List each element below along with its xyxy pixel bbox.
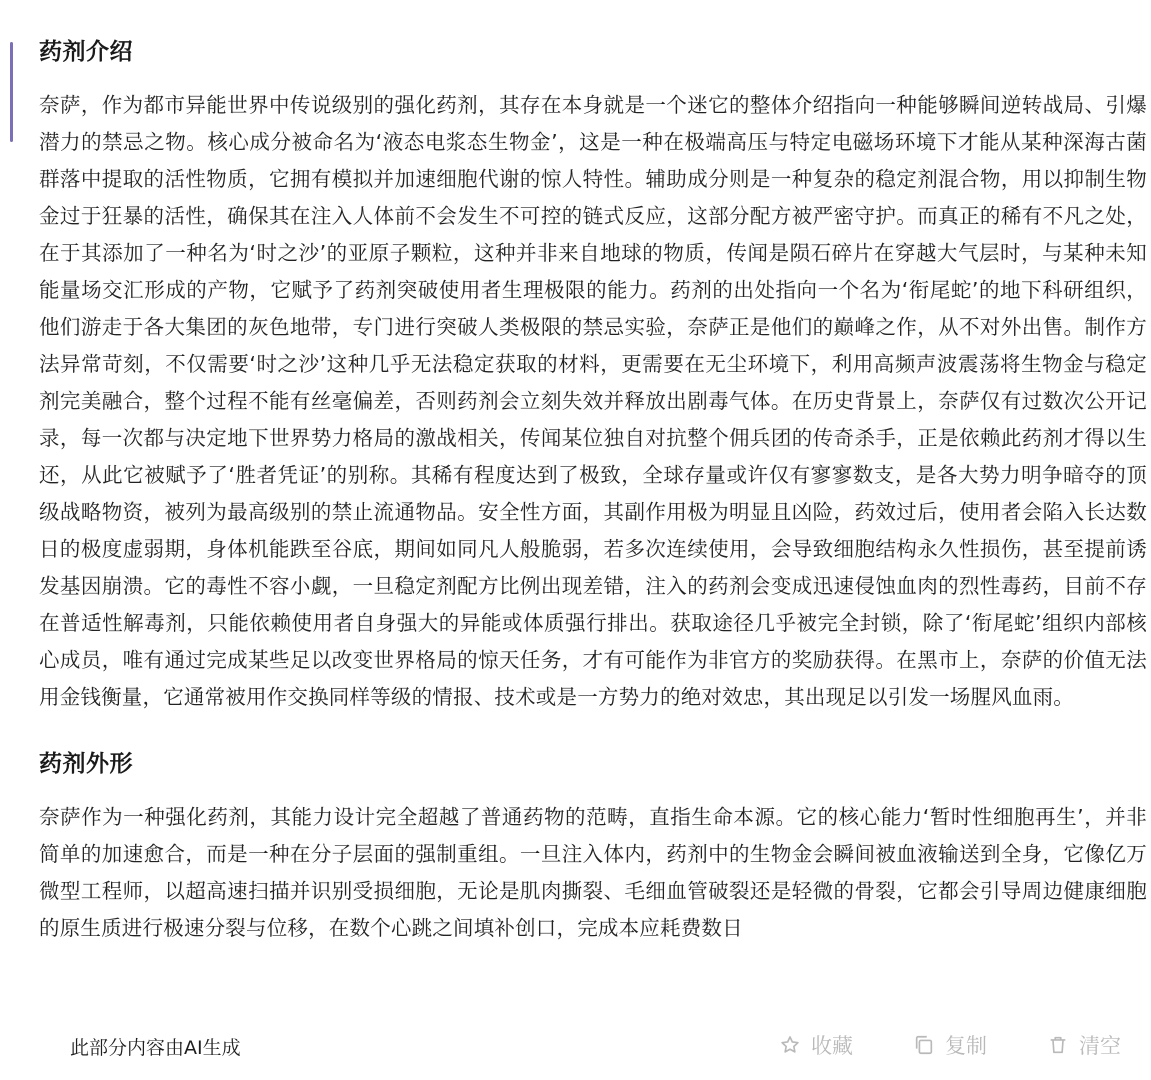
favorite-label: 收藏 <box>811 1034 853 1058</box>
star-outline-icon <box>779 1034 801 1056</box>
section-appearance <box>39 742 1147 947</box>
action-group <box>779 1030 1121 1060</box>
section-body: 奈萨作为一种强化药剂，其能力设计完全超越了普通药物的范畴，直指生命本源。它的核心能力‘暂时性细胞再生’，并非简单的加速愈合，而是一种在分子层面的强制重组。一旦注入体内，药剂中的生物金会瞬间被血液输送到全身，它像亿万微型工程师，以超高速扫描并识别受损细胞，无论是肌肉撕裂、毛细血管破裂还是轻微的骨裂，它都会引导周边健康细胞的原生质进行极速分裂与位移，在数个心跳之间填补创口，完成本应耗费数日 <box>39 805 1147 940</box>
section-title: 药剂外形 <box>39 751 133 777</box>
copy-button[interactable] <box>913 1030 987 1060</box>
content-area <box>39 30 1147 1010</box>
copy-icon <box>913 1034 935 1056</box>
clear-label: 清空 <box>1079 1034 1121 1058</box>
ai-generated-note: 此部分内容由AI生成 <box>70 1037 241 1059</box>
section-introduction <box>39 30 1147 716</box>
footer-bar <box>0 1010 1151 1080</box>
clear-button[interactable] <box>1047 1030 1121 1060</box>
favorite-button[interactable] <box>779 1030 853 1060</box>
copy-label: 复制 <box>945 1034 987 1058</box>
scroll-indicator <box>10 42 13 142</box>
section-title: 药剂介绍 <box>39 39 133 65</box>
trash-icon <box>1047 1034 1069 1056</box>
section-body: 奈萨，作为都市异能世界中传说级别的强化药剂，其存在本身就是一个迷它的整体介绍指向一种能够瞬间逆转战局、引爆潜力的禁忌之物。核心成分被命名为‘液态电浆态生物金’，这是一种在极端高压与特定电磁场环境下才能从某种深海古菌群落中提取的活性物质，它拥有模拟并加速细胞代谢的惊人特性。辅助成分则是一种复杂的稳定剂混合物，用以抑制生物金过于狂暴的活性，确保其在注入人体前不会发生不可控的链式反应，这部分配方被严密守护。而真正的稀有不凡之处，在于其添加了一种名为‘时之沙’的亚原子颗粒，这种并非来自地球的物质，传闻是陨石碎片在穿越大气层时，与某种未知能量场交汇形成的产物，它赋予了药剂突破使用者生理极限的能力。药剂的出处指向一个名为‘衔尾蛇’的地下科研组织，他们游走于各大集团的灰色地带，专门进行突破人类极限的禁忌实验，奈萨正是他们的巅峰之作，从不对外出售。制作方法异常苛刻，不仅需要‘时之沙’这种几乎无法稳定获取的材料，更需要在无尘环境下，利用高频声波震荡将生物金与稳定剂完美融合，整个过程不能有丝毫偏差，否则药剂会立刻失效并释放出剧毒气体。在历史背景上，奈萨仅有过数次公开记录，每一次都与决定地下世界势力格局的激战相关，传闻某位独自对抗整个佣兵团的传奇杀手，正是依赖此药剂才得以生还，从此它被赋予了‘胜者凭证’的别称。其稀有程度达到了极致，全球存量或许仅有寥寥数支，是各大势力明争暗夺的顶级战略物资，被列为最高级别的禁止流通物品。安全性方面，其副作用极为明显且凶险，药效过后，使用者会陷入长达数日的极度虚弱期，身体机能跌至谷底，期间如同凡人般脆弱，若多次连续使用，会导致细胞结构永久性损伤，甚至提前诱发基因崩溃。它的毒性不容小觑，一旦稳定剂配方比例出现差错，注入的药剂会变成迅速侵蚀血肉的烈性毒药，目前不存在普适性解毒剂，只能依赖使用者自身强大的异能或体质强行排出。获取途径几乎被完全封锁，除了‘衔尾蛇’组织内部核心成员，唯有通过完成某些足以改变世界格局的惊天任务，才有可能作为非官方的奖励获得。在黑市上，奈萨的价值无法用金钱衡量，它通常被用作交换同样等级的情报、技术或是一方势力的绝对效忠，其出现足以引发一场腥风血雨。 <box>39 93 1147 709</box>
